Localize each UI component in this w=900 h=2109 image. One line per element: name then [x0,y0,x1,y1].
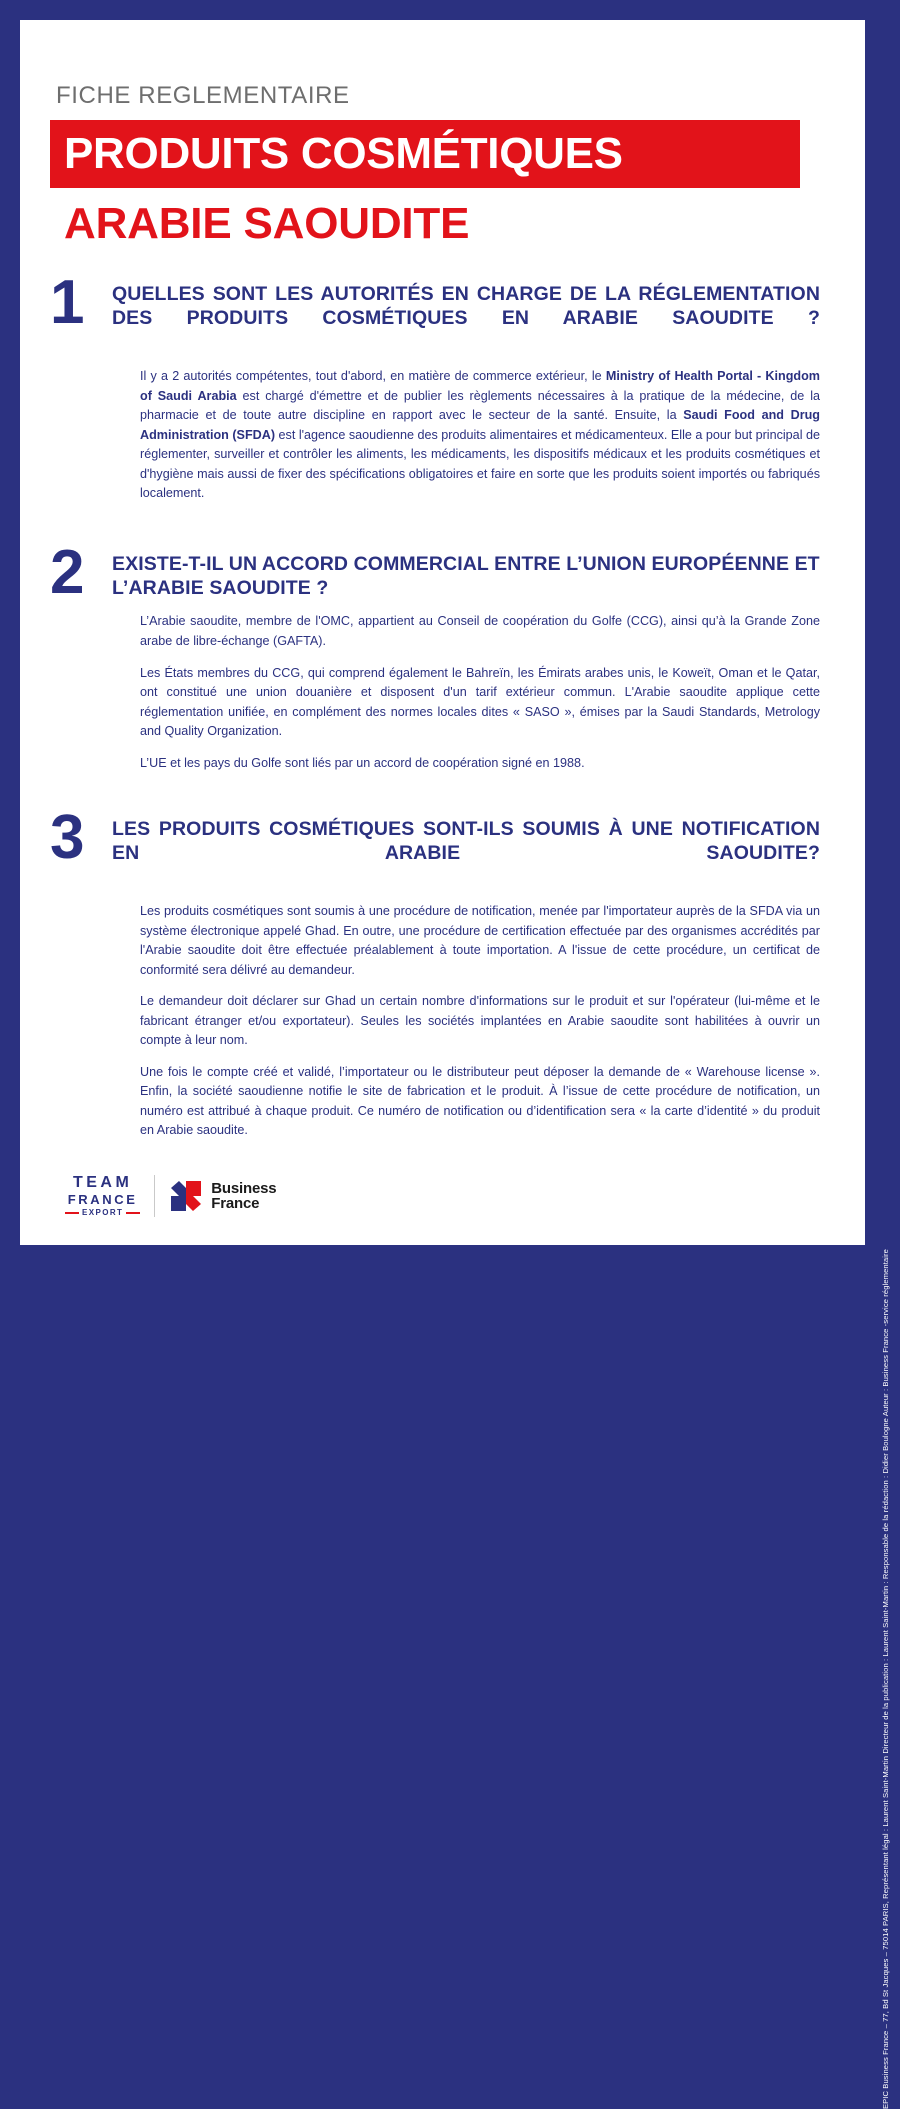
body-paragraph: L’Arabie saoudite, membre de l'OMC, appartient au Conseil de coopération du Golfe (CCG), ainsi qu’à la Grande Zone arabe de libre-échange (GAFTA). [140,614,820,648]
bf-line-1: Business [211,1179,277,1197]
section-number: 3 [50,803,85,873]
section-1 [50,268,820,504]
business-france-logo [169,1179,276,1213]
body-paragraph: Les États membres du CCG, qui comprend également le Bahreïn, les Émirats arabes unis, le Koweït, Oman et le Qatar, ont constitué une union douanière et disposent d'un tarif extérieur commun. L'Arabie saoudite applique cette réglementation unifiée, en complément des normes locales dites « SASO », émises par la Saudi Standards, Metrology and Quality Organization. [140,665,820,739]
tfe-line-3: EXPORT [82,1208,124,1217]
section-spacer [50,508,820,552]
section-2 [50,537,820,773]
body-paragraph: Il y a 2 autorités compétentes, tout d'abord, en matière de commerce extérieur, le Ministry of Health Portal - Kingdom of Saudi Arabia est chargé d'émettre et de publier les règlements nécessaires à la pratique de la médecine, de la pharmacie et de toute autre discipline en rapport avec le secteur de la santé. Ensuite, la Saudi Food and Drug Administration (SFDA) est l'agence saoudienne des produits alimentaires et médicamenteux. Elle a pour but principal de réglementer, surveiller et contrôler les aliments, les médicaments, les dispositifs médicaux et les produits cosmétiques et d'hygiène mais aussi de fixer des spécifications obligatoires et faire en sorte que les produits soient importés ou fabriqués localement. [140,369,820,501]
section-heading: EXISTE-T-IL UN ACCORD COMMERCIAL ENTRE L’UNION EUROPÉENNE ET L’ARABIE SAOUDITE ? [112,552,820,600]
document-title-bar [50,120,800,188]
tfe-line-2: FRANCE [67,1192,138,1207]
section-spacer [50,777,820,817]
business-france-wordmark [211,1181,276,1212]
body-paragraph: Le demandeur doit déclarer sur Ghad un certain nombre d'informations sur le produit et sur l'opérateur (lui-même et le fabricant étranger et/ou exportateur). Seules les sociétés implantées en Arabie saoudite sont habilitées à ouvrir un compte à leur nom. [140,994,820,1048]
section-heading: LES PRODUITS COSMÉTIQUES SONT-ILS SOUMIS À UNE NOTIFICATION EN ARABIE SAOUDITE? [112,818,820,865]
legal-notice-text: EPIC Business France – 77, Bd St Jacques – 75014 PARIS, Représentant légal : Laurent Saint-Martin Directeur de la publication : Laurent Saint-Martin : Responsable de la rédaction : Didier Boulogne Auteur : Business France -service réglementaire [881,1249,890,2109]
rule-right [126,1212,140,1214]
section-number: 2 [50,537,85,607]
document-kicker: FICHE REGLEMENTAIRE [56,82,350,109]
section-body [140,612,820,773]
section-heading: QUELLES SONT LES AUTORITÉS EN CHARGE DE LA RÉGLEMENTATION DES PRODUITS COSMÉTIQUES EN ARABIE SAOUDITE ? [112,283,820,330]
footer-logos [65,1175,276,1217]
body-paragraph: Les produits cosmétiques sont soumis à une procédure de notification, menée par l'importateur auprès de la SFDA via un système électronique appelé Ghad. En outre, une procédure de certification effectuée par des organismes accrédités par l'Arabie saoudite doit être effectuée préalablement à toute importation. A l'issue de cette procédure, un certificat de conformité sera délivré au demandeur. [140,904,820,977]
section-body [140,902,820,1141]
sections-container [50,268,820,1145]
rule-left [65,1212,79,1214]
tfe-line-1: TEAM [72,1174,133,1191]
section-3 [50,803,820,1141]
page-title: PRODUITS COSMÉTIQUES [64,129,623,178]
section-body [140,367,820,504]
body-paragraph: Une fois le compte créé et validé, l’importateur ou le distributeur peut déposer la demande de « Warehouse license ». Enfin, la société saoudienne notifie le site de fabrication et le produit. À l’issue de cette procédure de notification, un numéro est attribué à chaque produit. Ce numéro de notification ou d’identification sera « la carte d’identité » du produit en Arabie saoudite. [140,1064,820,1138]
document-sheet [20,20,865,1245]
tfe-line-3-row [65,1209,140,1217]
document-country: ARABIE SAOUDITE [64,199,470,248]
bf-line-2: France [211,1195,260,1212]
team-france-export-logo [65,1175,155,1217]
section-number: 1 [50,268,85,337]
body-paragraph: L’UE et les pays du Golfe sont liés par un accord de coopération signé en 1988. [140,755,585,770]
legal-notice-strip [865,0,900,2109]
business-france-mark-icon [169,1179,203,1213]
